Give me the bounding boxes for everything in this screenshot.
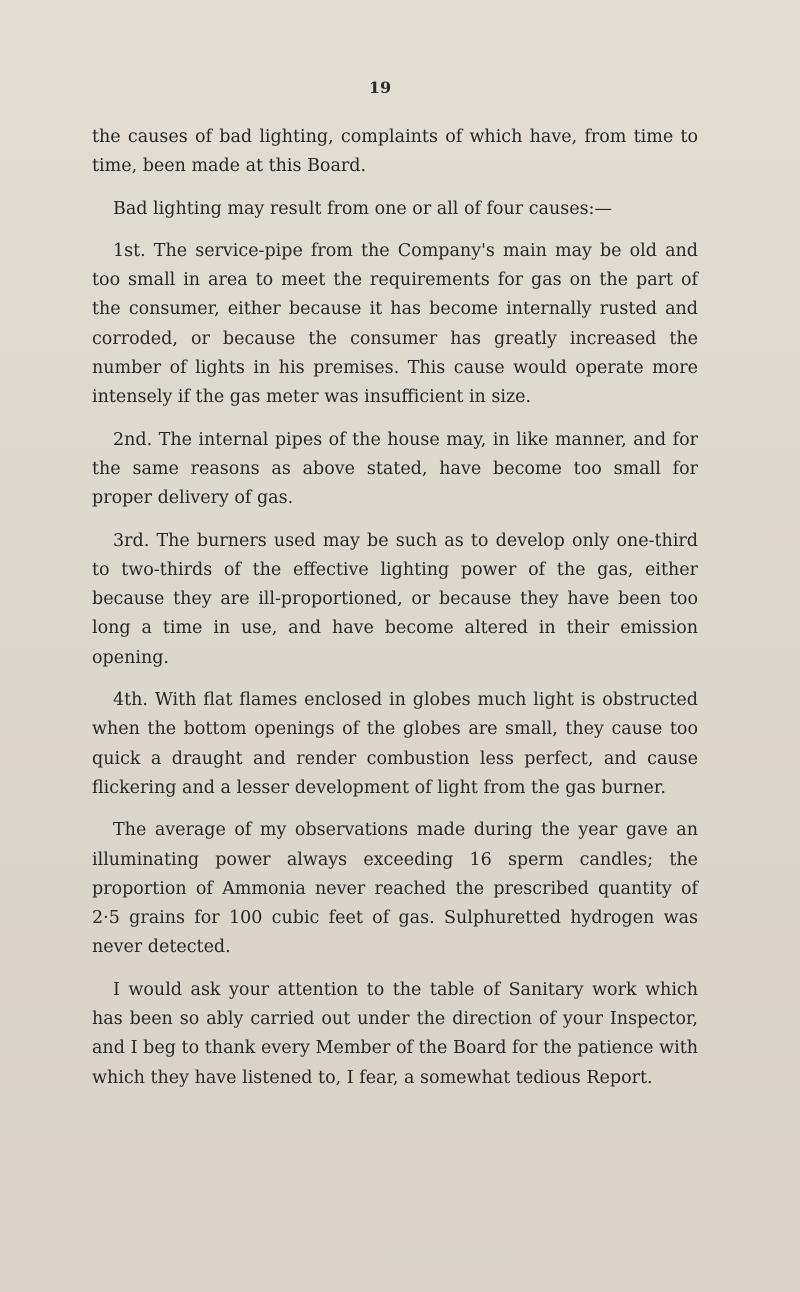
paragraph-causes-intro: Bad lighting may result from one or all of four causes:— — [113, 198, 612, 219]
paragraph-fourth-cause: 4th. With flat flames enclosed in globes much light is obstructed when the bottom openings of the globes are small, they cause too quick a draught and render combustion less perfect, and cause flickering and a lesser development of light from the gas burner. — [92, 690, 698, 798]
paragraph-third-cause: 3rd. The burners used may be such as to develop only one-third to two-thirds of the effective lighting power of the gas, either because they are ill-proportioned, or because they have been too long a time in use, and have become altered in their emission opening. — [92, 530, 698, 668]
paragraph-continuation: the causes of bad lighting, complaints of which have, from time to time, been made at this Board. — [92, 127, 698, 177]
paragraph-observations: The average of my observations made during the year gave an illuminating power always exceeding 16 sperm candles; the proportion of Ammonia never reached the prescribed quantity of 2·5 grains for 100 cubic feet of gas. Sulphuretted hydrogen was never detected. — [92, 820, 698, 958]
paragraph-second-cause: 2nd. The internal pipes of the house may, in like manner, and for the same reasons as above stated, have become too small for proper delivery of gas. — [92, 429, 698, 509]
body-text — [92, 123, 698, 1106]
page-number: 19 — [368, 78, 392, 97]
paragraph-first-cause: 1st. The service-pipe from the Company's main may be old and too small in area to meet the requirements for gas on the part of the consumer, either because it has become internally rusted and corroded, or because the consumer has greatly increased the number of lights in his premises. This cause would operate more intensely if the gas meter was insufficient in size. — [92, 240, 698, 408]
paragraph-closing: I would ask your attention to the table of Sanitary work which has been so ably carried out under the direction of your Inspector, and I beg to thank every Member of the Board for the patience with which they have listened to, I fear, a somewhat tedious Report. — [92, 979, 698, 1088]
